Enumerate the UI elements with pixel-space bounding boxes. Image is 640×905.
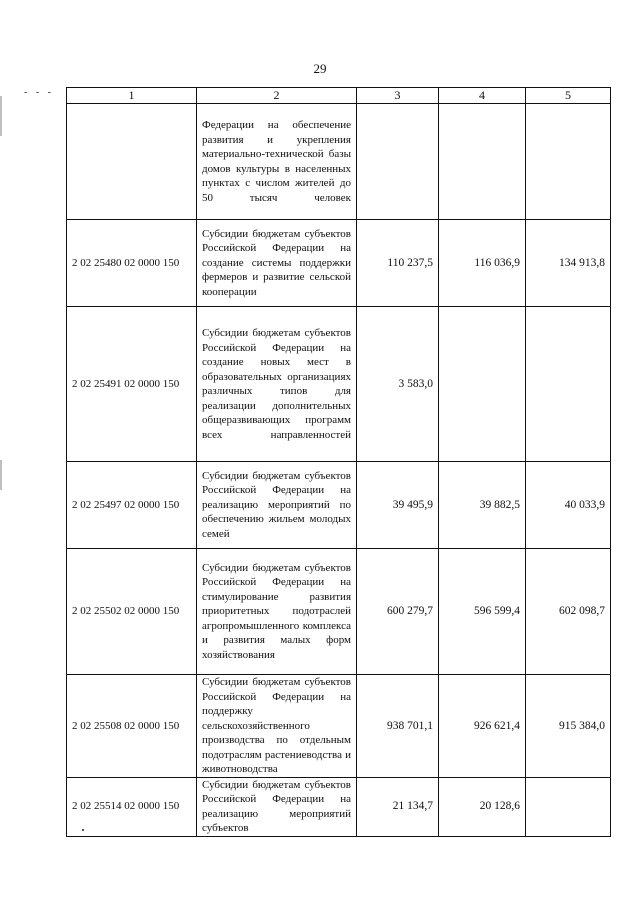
table-row	[67, 777, 611, 836]
scan-edge-mark	[0, 460, 2, 490]
amount-col5: 915 384,0	[526, 675, 611, 778]
row-description: Субсидии бюджетам субъектов Российской Федерации на поддержку сельскохозяйственного производства по отдельным подотраслям растениеводства и животноводства	[197, 675, 357, 778]
budget-code: 2 02 25502 02 0000 150	[67, 549, 197, 675]
amount-col4: 116 036,9	[439, 220, 526, 307]
amount-col3: 600 279,7	[357, 549, 439, 675]
amount-col4: 39 882,5	[439, 462, 526, 549]
budget-table	[66, 87, 611, 837]
row-description: Субсидии бюджетам субъектов Российской Федерации на создание системы поддержки фермеров и развитие сельской кооперации	[197, 220, 357, 307]
table-row	[67, 675, 611, 778]
column-header: 1	[67, 88, 197, 104]
budget-code: 2 02 25480 02 0000 150	[67, 220, 197, 307]
row-description: Федерации на обеспечение развития и укрепления материально-технической базы домов культуры в населенных пунктах с числом жителей до 50 тысяч человек	[197, 104, 357, 220]
table-row	[67, 549, 611, 675]
row-description: Субсидии бюджетам субъектов Российской Федерации на реализацию мероприятий субъектов	[197, 777, 357, 836]
scan-edge-mark	[0, 96, 2, 136]
budget-code: 2 02 25508 02 0000 150	[67, 675, 197, 778]
amount-col3: 110 237,5	[357, 220, 439, 307]
row-description: Субсидии бюджетам субъектов Российской Федерации на создание новых мест в образовательных организациях различных типов для реализации дополнительных общеразвивающих программ всех направленностей	[197, 307, 357, 462]
amount-col4: 926 621,4	[439, 675, 526, 778]
amount-col4: 596 599,4	[439, 549, 526, 675]
amount-col5: 40 033,9	[526, 462, 611, 549]
column-header: 4	[439, 88, 526, 104]
table-header-row	[67, 88, 611, 104]
budget-code: 2 02 25497 02 0000 150	[67, 462, 197, 549]
table-row	[67, 104, 611, 220]
amount-col3	[357, 104, 439, 220]
amount-col4: 20 128,6	[439, 777, 526, 836]
budget-code: 2 02 25514 02 0000 150	[67, 777, 197, 836]
amount-col4	[439, 104, 526, 220]
amount-col5: 134 913,8	[526, 220, 611, 307]
table-row	[67, 462, 611, 549]
amount-col5	[526, 104, 611, 220]
amount-col5	[526, 777, 611, 836]
table-row	[67, 220, 611, 307]
column-header: 5	[526, 88, 611, 104]
amount-col4	[439, 307, 526, 462]
page-number: 29	[313, 61, 327, 76]
row-description: Субсидии бюджетам субъектов Российской Федерации на стимулирование развития приоритетных подотраслей агропромышленного комплекса и развития малых форм хозяйствования	[197, 549, 357, 675]
row-description: Субсидии бюджетам субъектов Российской Федерации на реализацию мероприятий по обеспечению жильем молодых семей	[197, 462, 357, 549]
budget-code	[67, 104, 197, 220]
column-header: 2	[197, 88, 357, 104]
amount-col5: 602 098,7	[526, 549, 611, 675]
budget-code: 2 02 25491 02 0000 150	[67, 307, 197, 462]
amount-col3: 938 701,1	[357, 675, 439, 778]
column-header: 3	[357, 88, 439, 104]
margin-mark: - - -	[24, 87, 54, 98]
amount-col3: 3 583,0	[357, 307, 439, 462]
table-row	[67, 307, 611, 462]
amount-col5	[526, 307, 611, 462]
amount-col3: 39 495,9	[357, 462, 439, 549]
amount-col3: 21 134,7	[357, 777, 439, 836]
